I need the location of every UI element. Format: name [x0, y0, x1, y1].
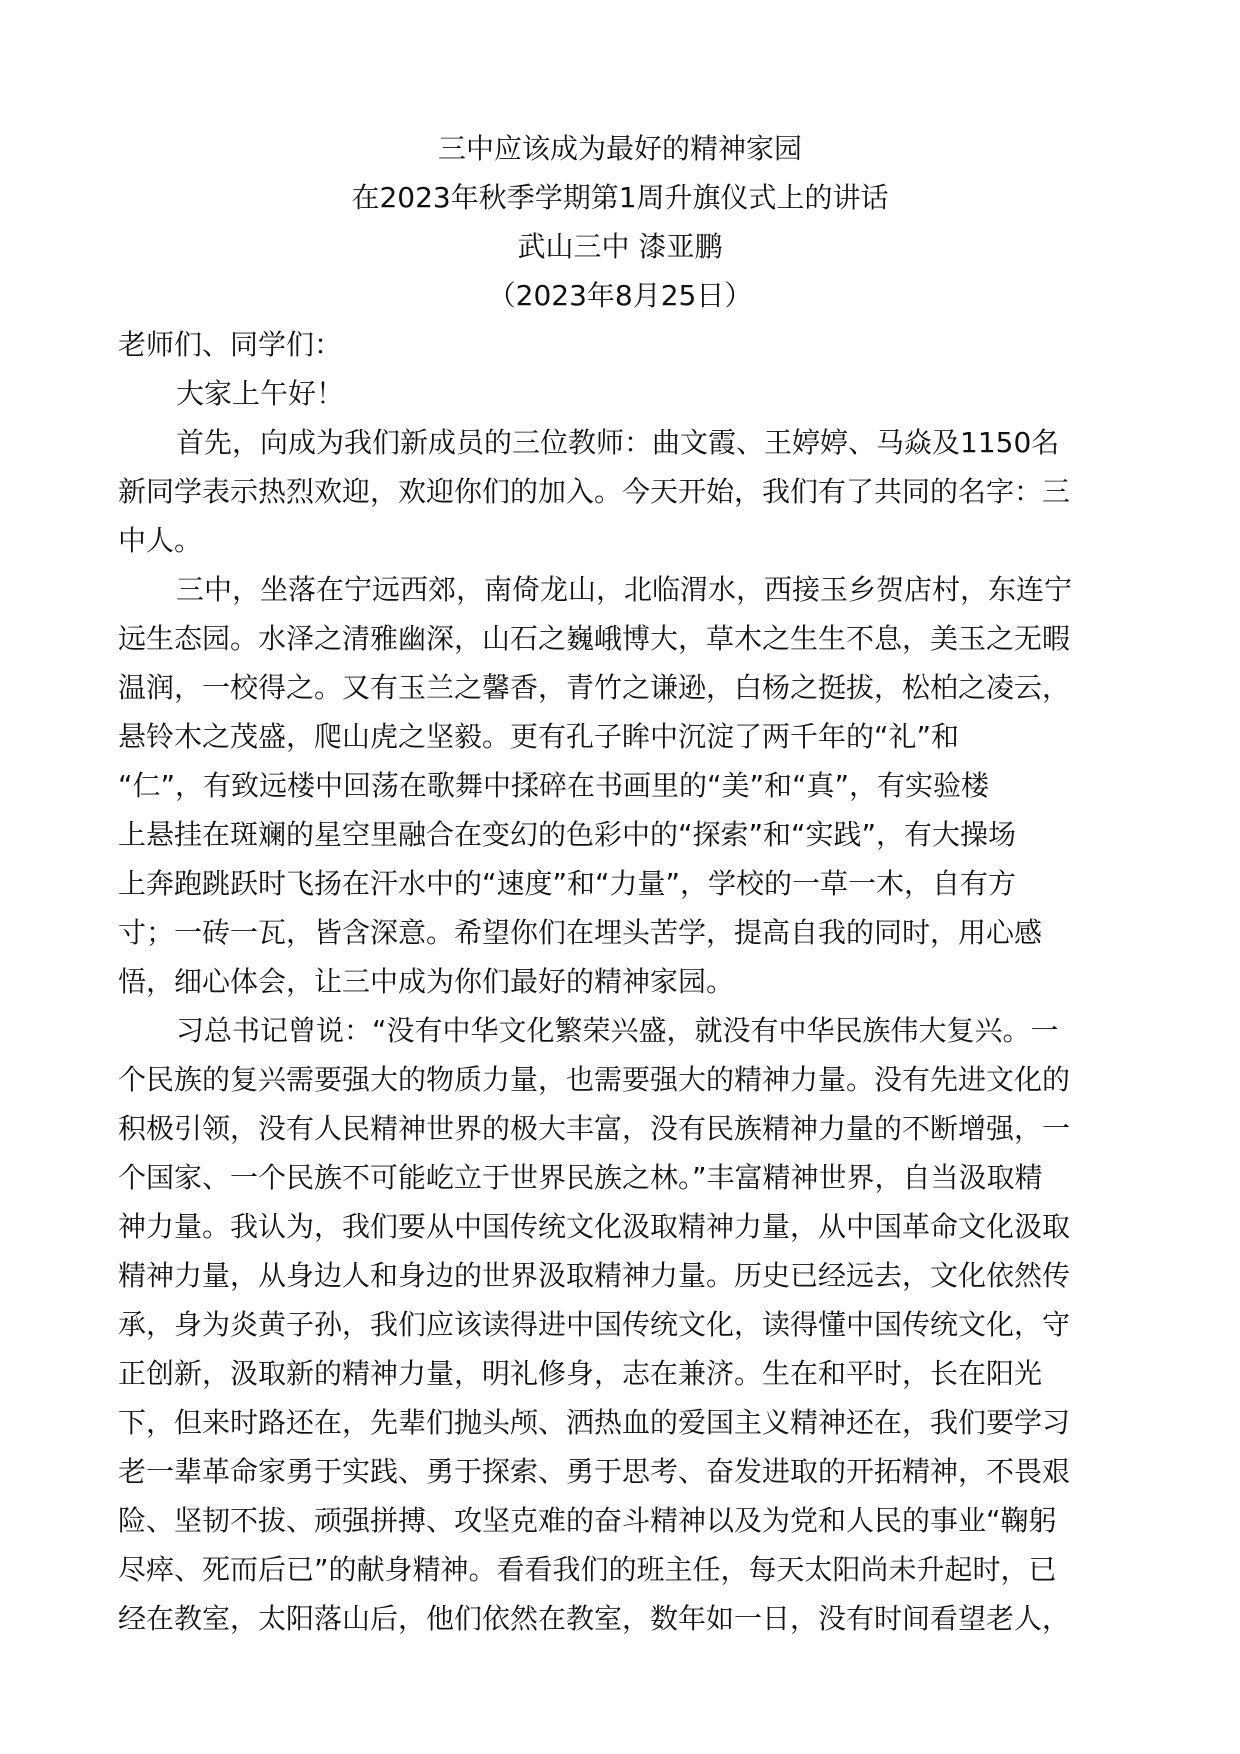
paragraph-line: 积极引领，没有人民精神世界的极大丰富，没有民族精神力量的不断增强，一 [118, 1112, 1071, 1145]
paragraph-line: 中人。 [118, 524, 203, 557]
paragraph-line: 悟，细心体会，让三中成为你们最好的精神家园。 [118, 965, 735, 998]
paragraph [118, 1006, 1122, 1643]
paragraph-line: 三中，坐落在宁远西郊，南倚龙山，北临渭水，西接玉乡贺店村，东连宁 [176, 573, 1073, 606]
paragraph-line: 精神力量，从身边人和身边的世界汲取精神力量。历史已经远去，文化依然传 [118, 1259, 1071, 1292]
paragraph-line: 上悬挂在斑斓的星空里融合在变幻的色彩中的“探索”和“实践”，有大操场 [118, 818, 1017, 851]
paragraph-line: “仁”，有致远楼中回荡在歌舞中揉碎在书画里的“美”和“真”，有实验楼 [118, 769, 990, 802]
paragraph [118, 418, 1122, 565]
body-paragraphs [118, 369, 1122, 1643]
paragraph-line: 新同学表示热烈欢迎，欢迎你们的加入。今天开始，我们有了共同的名字：三 [118, 475, 1071, 508]
document-title: 三中应该成为最好的精神家园 [437, 132, 802, 165]
paragraph-line: 温润，一校得之。又有玉兰之馨香，青竹之谦逊，白杨之挺拔，松柏之凌云， [118, 671, 1071, 704]
paragraph-line: 首先，向成为我们新成员的三位教师：曲文霞、王婷婷、马焱及1150名 [176, 426, 1060, 459]
paragraph-line: 个民族的复兴需要强大的物质力量，也需要强大的精神力量。没有先进文化的 [118, 1063, 1071, 1096]
paragraph-line: 个国家、一个民族不可能屹立于世界民族之林。”丰富精神世界，自当汲取精 [118, 1161, 1043, 1194]
document-date: （2023年8月25日） [487, 279, 753, 312]
paragraph-line: 寸；一砖一瓦，皆含深意。希望你们在埋头苦学，提高自我的同时，用心感 [118, 916, 1043, 949]
paragraph-line: 远生态园。水泽之清雅幽深，山石之巍峨博大，草木之生生不息，美玉之无暇 [118, 622, 1071, 655]
document-page [118, 124, 1122, 1643]
paragraph [118, 369, 1122, 418]
salutation: 老师们、同学们： [118, 328, 343, 361]
paragraph-line: 尽瘁、死而后已”的献身精神。看看我们的班主任，每天太阳尚未升起时，已 [118, 1553, 1057, 1586]
paragraph-line: 承，身为炎黄子孙，我们应该读得进中国传统文化，读得懂中国传统文化，守 [118, 1308, 1071, 1341]
paragraph-line: 神力量。我认为，我们要从中国传统文化汲取精神力量，从中国革命文化汲取 [118, 1210, 1071, 1243]
paragraph-line: 悬铃木之茂盛，爬山虎之坚毅。更有孔子眸中沉淀了两千年的“礼”和 [118, 720, 960, 753]
paragraph-line: 习总书记曾说：“没有中华文化繁荣兴盛，就没有中华民族伟大复兴。一 [176, 1014, 1059, 1047]
document-subtitle: 在2023年秋季学期第1周升旗仪式上的讲话 [351, 181, 889, 214]
paragraph [118, 565, 1122, 1006]
paragraph-line: 上奔跑跳跃时飞扬在汗水中的“速度”和“力量”，学校的一草一木，自有方 [118, 867, 1017, 900]
paragraph-line: 大家上午好！ [176, 377, 345, 410]
document-author: 武山三中 漆亚鹏 [517, 230, 723, 263]
paragraph-line: 险、坚韧不拔、顽强拼搏、攻坚克难的奋斗精神以及为党和人民的事业“鞠躬 [118, 1504, 1057, 1537]
paragraph-line: 下，但来时路还在，先辈们抛头颅、洒热血的爱国主义精神还在，我们要学习 [118, 1406, 1071, 1439]
paragraph-line: 经在教室，太阳落山后，他们依然在教室，数年如一日，没有时间看望老人， [118, 1602, 1071, 1635]
paragraph-line: 正创新，汲取新的精神力量，明礼修身，志在兼济。生在和平时，长在阳光 [118, 1357, 1043, 1390]
paragraph-line: 老一辈革命家勇于实践、勇于探索、勇于思考、奋发进取的开拓精神，不畏艰 [118, 1455, 1071, 1488]
